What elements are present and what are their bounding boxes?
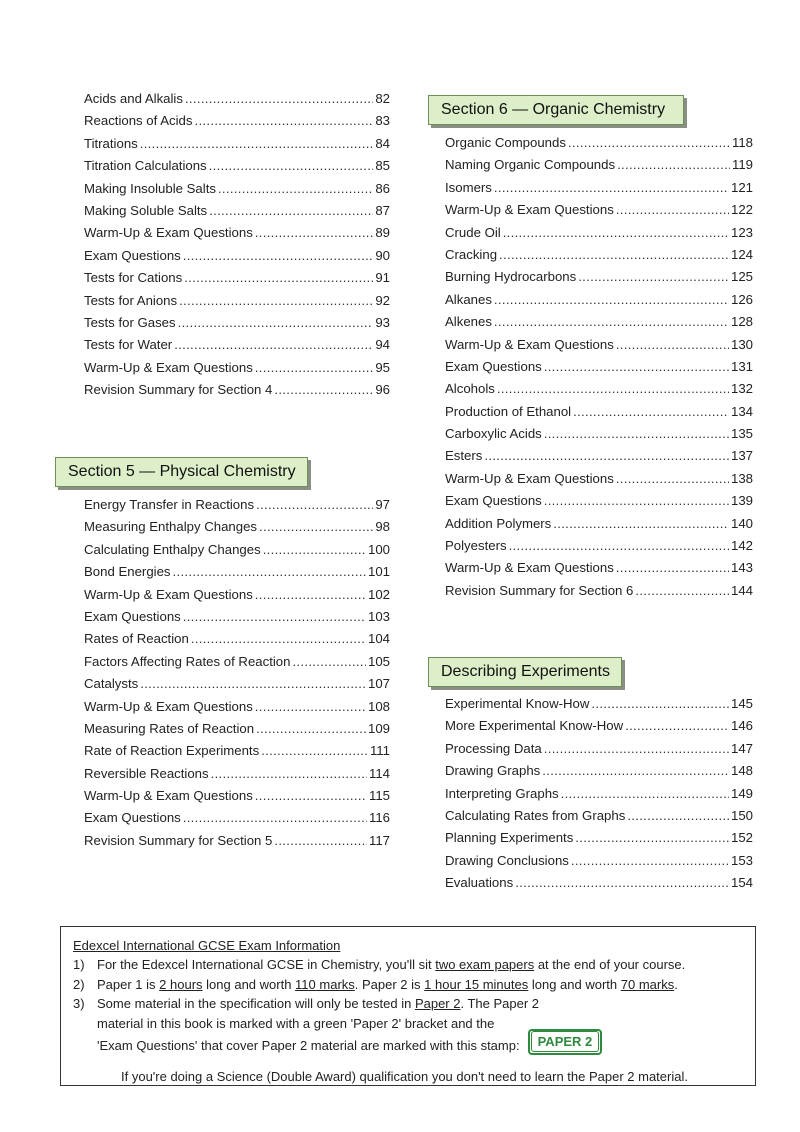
toc-describing-list: [445, 696, 753, 898]
toc-entry-title: Warm-Up & Exam Questions: [445, 202, 614, 218]
dot-leader: [191, 631, 366, 646]
toc-entry-page: 97: [375, 497, 390, 512]
item3-line3: [97, 1033, 743, 1059]
text-run: long and worth: [528, 976, 621, 992]
toc-entry[interactable]: [84, 631, 390, 653]
toc-entry-title: Esters: [445, 448, 483, 464]
toc-entry-page: 147: [730, 740, 753, 756]
dot-leader: [553, 516, 729, 531]
toc-entry-page: 102: [367, 586, 390, 602]
dot-leader: [261, 743, 368, 758]
toc-entry-page: 144: [730, 582, 753, 598]
dot-leader: [515, 875, 729, 890]
toc-entry[interactable]: [84, 676, 390, 698]
toc-entry-title: Exam Questions: [84, 247, 181, 263]
toc-entry-page: 92: [375, 292, 390, 308]
item-number: 2): [73, 976, 85, 992]
text-run: .: [674, 976, 678, 992]
toc-entry-page: 154: [730, 875, 753, 891]
dot-leader: [178, 315, 374, 330]
toc-entry-title: Drawing Graphs: [445, 763, 541, 779]
toc-entry-page: 145: [730, 696, 753, 711]
toc-section4-list: [84, 91, 390, 404]
dot-leader: [568, 135, 730, 150]
toc-entry-title: Bond Energies: [84, 564, 171, 580]
dot-leader: [544, 426, 729, 441]
toc-entry[interactable]: [445, 493, 753, 515]
dot-leader: [544, 493, 729, 508]
toc-entry-title: Revision Summary for Section 6: [445, 582, 634, 598]
toc-entry-title: Production of Ethanol: [445, 403, 572, 419]
toc-entry[interactable]: [445, 292, 753, 314]
dot-leader: [616, 337, 729, 352]
item-text: [97, 994, 743, 1059]
toc-entry-page: 142: [730, 538, 753, 554]
item-text: [97, 955, 743, 975]
text-run: Paper 1 is: [97, 976, 160, 992]
toc-entry[interactable]: [84, 293, 390, 315]
toc-entry-title: Evaluations: [445, 875, 514, 891]
dot-leader: [625, 718, 729, 733]
toc-entry-title: Exam Questions: [445, 493, 542, 509]
dot-leader: [256, 721, 366, 736]
toc-entry[interactable]: [84, 382, 390, 404]
dot-leader: [183, 609, 366, 624]
toc-entry-page: 146: [730, 718, 753, 734]
toc-entry-title: Naming Organic Compounds: [445, 157, 616, 173]
toc-entry[interactable]: [445, 381, 753, 403]
toc-entry-title: Energy Transfer in Reactions: [84, 497, 255, 512]
toc-entry-title: Addition Polymers: [445, 515, 552, 531]
toc-entry-page: 95: [375, 359, 390, 375]
toc-entry[interactable]: [84, 337, 390, 359]
toc-entry-page: 103: [367, 608, 390, 624]
toc-entry-title: Alcohols: [445, 381, 495, 397]
toc-entry-title: Rates of Reaction: [84, 631, 189, 647]
text-run: 'Exam Questions' that cover Paper 2 material are marked with this stamp:: [97, 1038, 520, 1053]
toc-section5-list: [84, 497, 390, 855]
text-run: . The Paper 2: [460, 996, 540, 1011]
toc-entry-title: Tests for Gases: [84, 314, 176, 330]
paper2-stamp: [528, 1029, 603, 1055]
text-run: at the end of your course.: [534, 957, 686, 972]
toc-entry-title: Making Insoluble Salts: [84, 180, 216, 196]
toc-entry-title: Calculating Enthalpy Changes: [84, 541, 261, 557]
toc-entry-page: 137: [730, 448, 753, 464]
toc-entry-page: 104: [367, 631, 390, 647]
toc-entry[interactable]: [84, 91, 390, 113]
toc-entry-title: Alkenes: [445, 314, 492, 330]
underlined-text: 1 hour 15 minutes: [424, 976, 529, 992]
toc-entry-page: 150: [730, 807, 753, 823]
toc-entry[interactable]: [445, 157, 753, 179]
dot-leader: [542, 763, 729, 778]
text-run: Some material in the specification will only be tested in: [97, 996, 415, 1011]
dot-leader: [218, 181, 373, 196]
toc-entry[interactable]: [445, 786, 753, 808]
toc-entry-title: Warm-Up & Exam Questions: [84, 788, 253, 804]
toc-entry-page: 126: [730, 291, 753, 307]
toc-entry-title: Revision Summary for Section 4: [84, 382, 273, 398]
toc-entry-title: Exam Questions: [84, 608, 181, 624]
exam-info-title: Edexcel International GCSE Exam Information: [73, 938, 341, 953]
toc-entry-title: Organic Compounds: [445, 135, 566, 150]
toc-entry[interactable]: [84, 136, 390, 158]
dot-leader: [255, 699, 366, 714]
toc-entry-page: 143: [730, 560, 753, 576]
exam-info-item-1: [73, 955, 743, 975]
toc-entry[interactable]: [445, 808, 753, 830]
toc-entry[interactable]: [84, 113, 390, 135]
toc-entry-page: 90: [375, 247, 390, 263]
toc-entry-title: Tests for Cations: [84, 270, 183, 286]
dot-leader: [256, 497, 373, 512]
toc-entry[interactable]: [84, 654, 390, 676]
toc-entry-page: 108: [367, 698, 390, 714]
toc-entry-title: Reversible Reactions: [84, 765, 209, 781]
toc-entry[interactable]: [84, 248, 390, 270]
dot-leader: [497, 381, 729, 396]
dot-leader: [274, 382, 373, 397]
dot-leader: [255, 225, 374, 240]
toc-entry-title: Polyesters: [445, 538, 507, 554]
toc-entry-page: 124: [730, 246, 753, 262]
dot-leader: [494, 314, 729, 329]
toc-entry[interactable]: [84, 788, 390, 810]
item3-line1: [97, 994, 743, 1014]
toc-entry-title: Warm-Up & Exam Questions: [84, 586, 253, 602]
toc-entry-page: 132: [730, 381, 753, 397]
toc-entry[interactable]: [84, 315, 390, 337]
toc-entry[interactable]: [84, 810, 390, 832]
dot-leader: [484, 448, 729, 463]
toc-entry-title: Warm-Up & Exam Questions: [445, 560, 614, 576]
toc-entry-page: 96: [375, 382, 390, 398]
toc-section6-list: [445, 135, 753, 605]
toc-entry[interactable]: [84, 609, 390, 631]
toc-entry-page: 105: [367, 653, 390, 669]
underlined-text: Paper 2: [414, 996, 461, 1011]
toc-entry[interactable]: [445, 853, 753, 875]
toc-entry[interactable]: [445, 875, 753, 897]
toc-entry[interactable]: [445, 314, 753, 336]
toc-entry[interactable]: [84, 721, 390, 743]
dot-leader: [195, 113, 374, 128]
underlined-text: 110 marks: [295, 976, 355, 992]
dot-leader: [140, 136, 374, 151]
double-award-note: If you're doing a Science (Double Award) qualification you don't need to learn the Paper 2 material.: [121, 1068, 688, 1084]
toc-entry-title: Factors Affecting Rates of Reaction: [84, 653, 291, 669]
toc-entry[interactable]: [445, 538, 753, 560]
toc-entry-title: Calculating Rates from Graphs: [445, 807, 626, 823]
toc-entry-page: 123: [730, 224, 753, 240]
dot-leader: [578, 269, 729, 284]
toc-entry-page: 117: [368, 832, 390, 848]
dot-leader: [499, 247, 729, 262]
dot-leader: [209, 158, 374, 173]
toc-entry[interactable]: [445, 741, 753, 763]
toc-entry[interactable]: [84, 519, 390, 541]
item-number: 1): [73, 957, 85, 972]
dot-leader: [616, 202, 729, 217]
toc-entry[interactable]: [445, 135, 753, 157]
toc-entry-page: 140: [730, 515, 753, 531]
toc-entry-page: 86: [375, 180, 390, 196]
underlined-text: 70 marks: [620, 976, 675, 992]
underlined-text: two exam papers: [435, 957, 535, 972]
toc-entry-page: 84: [375, 135, 390, 151]
dot-leader: [274, 833, 367, 848]
dot-leader: [575, 830, 729, 845]
toc-entry-title: Planning Experiments: [445, 830, 574, 846]
toc-entry-title: Revision Summary for Section 5: [84, 832, 273, 848]
toc-entry-page: 152: [730, 830, 753, 846]
toc-entry[interactable]: [445, 763, 753, 785]
toc-entry[interactable]: [445, 247, 753, 269]
toc-entry[interactable]: [84, 225, 390, 247]
toc-entry-title: Carboxylic Acids: [445, 426, 542, 442]
dot-leader: [263, 542, 366, 557]
dot-leader: [617, 157, 730, 172]
dot-leader: [544, 359, 729, 374]
dot-leader: [211, 766, 367, 781]
toc-entry-page: 101: [367, 564, 390, 580]
toc-entry[interactable]: [445, 696, 753, 718]
toc-entry-title: Acids and Alkalis: [84, 91, 183, 106]
dot-leader: [255, 360, 374, 375]
toc-entry-page: 149: [730, 785, 753, 801]
exam-info-item-3: [73, 994, 743, 1059]
dot-leader: [255, 587, 366, 602]
toc-entry-page: 119: [731, 157, 753, 173]
toc-entry-title: Experimental Know-How: [445, 696, 590, 711]
toc-entry-page: 107: [367, 676, 390, 692]
toc-entry-title: Exam Questions: [84, 810, 181, 826]
toc-entry-title: Crude Oil: [445, 224, 501, 240]
section5-heading[interactable]: Section 5 — Physical Chemistry: [55, 457, 308, 487]
dot-leader: [573, 404, 729, 419]
toc-entry[interactable]: [445, 830, 753, 852]
toc-entry-page: 148: [730, 763, 753, 779]
dot-leader: [140, 676, 366, 691]
toc-entry[interactable]: [84, 542, 390, 564]
toc-entry[interactable]: [445, 404, 753, 426]
toc-entry-page: 128: [730, 314, 753, 330]
dot-leader: [494, 292, 729, 307]
toc-entry[interactable]: [84, 587, 390, 609]
toc-entry[interactable]: [84, 181, 390, 203]
underlined-text: 2 hours: [159, 976, 203, 992]
toc-entry[interactable]: [445, 560, 753, 582]
toc-entry[interactable]: [445, 583, 753, 605]
toc-entry[interactable]: [84, 833, 390, 855]
toc-entry-title: Exam Questions: [445, 358, 542, 374]
section6-heading[interactable]: Section 6 — Organic Chemistry: [428, 95, 684, 125]
toc-entry[interactable]: [84, 497, 390, 519]
toc-entry-page: 109: [367, 720, 390, 736]
toc-entry[interactable]: [84, 564, 390, 586]
toc-entry[interactable]: [445, 359, 753, 381]
toc-entry-title: Alkanes: [445, 291, 492, 307]
toc-entry-title: Burning Hydrocarbons: [445, 269, 577, 285]
toc-entry-page: 89: [375, 225, 390, 241]
toc-entry-page: 115: [368, 788, 390, 804]
toc-entry-page: 93: [375, 314, 390, 330]
toc-entry-title: Processing Data: [445, 740, 542, 756]
dot-leader: [616, 560, 729, 575]
dot-leader: [183, 248, 374, 263]
dot-leader: [494, 180, 729, 195]
toc-entry-page: 118: [731, 135, 753, 150]
toc-entry-page: 135: [730, 426, 753, 442]
toc-entry[interactable]: [445, 180, 753, 202]
toc-entry-page: 131: [730, 358, 753, 374]
dot-leader: [185, 91, 373, 106]
toc-entry-title: Catalysts: [84, 676, 139, 692]
dot-leader: [509, 538, 729, 553]
toc-entry-title: Tests for Water: [84, 337, 173, 353]
toc-entry-page: 121: [730, 179, 753, 195]
toc-entry-page: 100: [367, 541, 390, 557]
toc-entry-title: Tests for Anions: [84, 292, 178, 308]
toc-entry[interactable]: [445, 269, 753, 291]
toc-entry-page: 98: [375, 519, 390, 535]
dot-leader: [571, 853, 729, 868]
exam-info-item-2: [73, 975, 743, 995]
toc-entry-title: Measuring Enthalpy Changes: [84, 519, 258, 535]
dot-leader: [255, 788, 367, 803]
toc-entry-page: 94: [375, 337, 390, 353]
toc-entry-title: Warm-Up & Exam Questions: [84, 698, 253, 714]
text-run: . Paper 2 is: [354, 976, 425, 992]
toc-entry-page: 125: [730, 269, 753, 285]
toc-entry-title: Cracking: [445, 246, 498, 262]
toc-entry-title: Interpreting Graphs: [445, 785, 559, 801]
toc-entry-page: 82: [375, 91, 390, 106]
dot-leader: [209, 203, 373, 218]
toc-entry[interactable]: [445, 225, 753, 247]
toc-entry-page: 122: [730, 202, 753, 218]
toc-entry-title: Reactions of Acids: [84, 113, 193, 129]
toc-entry-page: 85: [375, 158, 390, 174]
dot-leader: [292, 654, 366, 669]
toc-entry-title: Drawing Conclusions: [445, 852, 569, 868]
text-run: long and worth: [202, 976, 296, 992]
paper2-stamp-label: PAPER 2: [531, 1031, 600, 1052]
toc-entry[interactable]: [84, 158, 390, 180]
toc-entry[interactable]: [84, 743, 390, 765]
toc-entry[interactable]: [445, 337, 753, 359]
dot-leader: [591, 696, 729, 711]
describing-experiments-heading[interactable]: Describing Experiments: [428, 657, 622, 687]
toc-entry-page: 139: [730, 493, 753, 509]
toc-entry-page: 138: [730, 470, 753, 486]
dot-leader: [616, 471, 729, 486]
dot-leader: [503, 225, 729, 240]
toc-entry-title: Rate of Reaction Experiments: [84, 743, 260, 759]
toc-entry-page: 111: [369, 743, 390, 759]
toc-entry[interactable]: [445, 426, 753, 448]
toc-entry-page: 87: [375, 202, 390, 218]
dot-leader: [183, 810, 367, 825]
toc-entry-title: Warm-Up & Exam Questions: [445, 470, 614, 486]
toc-entry-title: Warm-Up & Exam Questions: [84, 225, 253, 241]
toc-entry[interactable]: [84, 699, 390, 721]
toc-entry-page: 91: [375, 270, 390, 286]
toc-entry[interactable]: [84, 203, 390, 225]
toc-entry-title: Isomers: [445, 179, 492, 195]
toc-entry-page: 134: [730, 403, 753, 419]
toc-entry[interactable]: [84, 766, 390, 788]
dot-leader: [174, 337, 373, 352]
text-run: For the Edexcel International GCSE in Chemistry, you'll sit: [97, 957, 436, 972]
toc-entry-title: Titration Calculations: [84, 158, 207, 174]
toc-entry-title: Warm-Up & Exam Questions: [445, 336, 614, 352]
toc-entry[interactable]: [445, 516, 753, 538]
toc-entry-title: Making Soluble Salts: [84, 202, 208, 218]
toc-entry-page: 114: [368, 765, 390, 781]
toc-entry[interactable]: [445, 202, 753, 224]
toc-entry-title: Measuring Rates of Reaction: [84, 720, 255, 736]
item-number: 3): [73, 996, 85, 1011]
dot-leader: [259, 519, 373, 534]
item-text: [97, 975, 743, 995]
toc-entry[interactable]: [84, 360, 390, 382]
toc-entry-page: 153: [730, 852, 753, 868]
dot-leader: [635, 583, 729, 598]
dot-leader: [561, 786, 729, 801]
dot-leader: [184, 270, 373, 285]
toc-entry-page: 83: [375, 113, 390, 129]
toc-entry-title: More Experimental Know-How: [445, 718, 624, 734]
toc-entry[interactable]: [445, 471, 753, 493]
exam-info-box: [60, 926, 756, 1086]
dot-leader: [179, 293, 373, 308]
toc-entry[interactable]: [445, 448, 753, 470]
dot-leader: [627, 808, 729, 823]
toc-entry[interactable]: [445, 718, 753, 740]
dot-leader: [544, 741, 729, 756]
toc-entry[interactable]: [84, 270, 390, 292]
toc-entry-title: Warm-Up & Exam Questions: [84, 359, 253, 375]
toc-entry-title: Titrations: [84, 135, 138, 151]
toc-entry-page: 130: [730, 336, 753, 352]
toc-entry-page: 116: [368, 810, 390, 826]
item3-line2: material in this book is marked with a green 'Paper 2' bracket and the: [97, 1015, 495, 1031]
dot-leader: [173, 564, 366, 579]
